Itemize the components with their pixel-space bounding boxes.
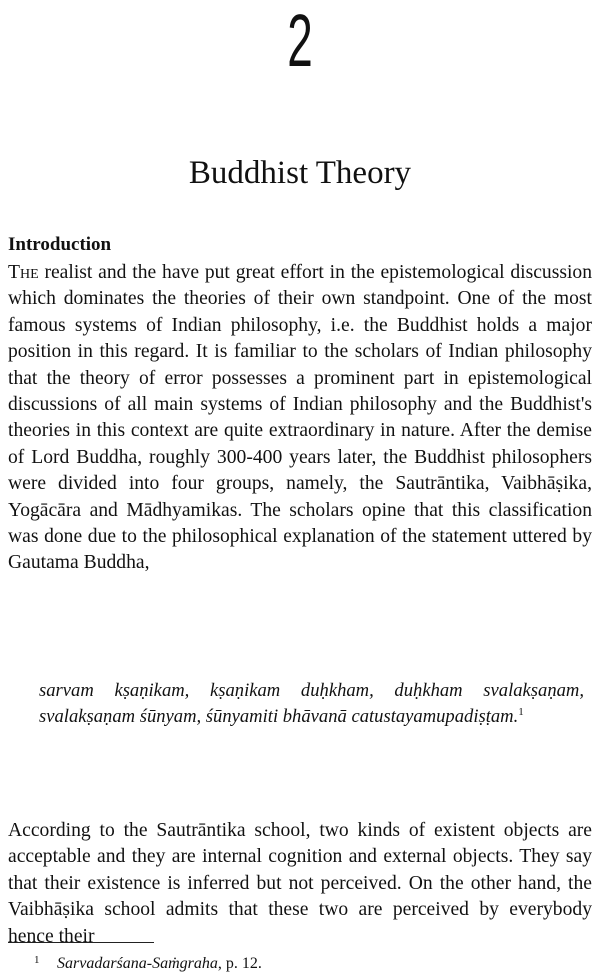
footnote-source: Sarvadarśana-Saṁgraha [57,955,218,972]
footnote-divider [8,942,154,943]
paragraph-lead-word: The [8,262,39,283]
body-paragraph-1 [8,260,592,577]
section-heading: Introduction [8,234,112,255]
quotation-text: sarvam kṣaṇikam, kṣaṇikam duḥkham, duḥkham svalakṣaṇam, svalakṣaṇam śūnyam, śūnyamiti bhāvanā catustayamupadiṣṭam. [39,680,584,728]
footnote-number: 1 [34,954,40,966]
paragraph-text: According to the Sautrāntika school, two kinds of existent objects are acceptable and they are internal cognition and external objects. They say that their existence is inferred but not perceived. On the other hand, the Vaibhāṣika school admits that these two are perceived by everybody hence their [8,820,592,947]
footnote-text [57,954,262,974]
footnote-page: , p. 12. [217,955,262,972]
sanskrit-quotation [39,678,584,731]
chapter-title: Buddhist Theory [188,155,412,191]
footnote-reference: 1 [518,706,524,719]
paragraph-text: realist and the have put great effort in the epistemological discussion which dominates the theories of their own standpoint. One of the most famous systems of Indian philosophy, i.e. the Buddhist holds a major position in this regard. It is familiar to the scholars of Indian philosophy that the theory of error possesses a prominent part in epistemological discussions of all main systems of Indian philosophy and the Buddhist's theories in this context are quite extraordinary in nature. After the demise of Lord Buddha, roughly 300-400 years later, the Buddhist philosophers were divided into four groups, namely, the Sautrāntika, Vaibhāṣika, Yogācāra and Mādhyamikas. The scholars opine that this classification was done due to the philosophical explanation of the statement uttered by Gautama Buddha, [8,262,592,574]
chapter-number: 2 [287,0,313,82]
body-paragraph-2 [8,818,592,950]
